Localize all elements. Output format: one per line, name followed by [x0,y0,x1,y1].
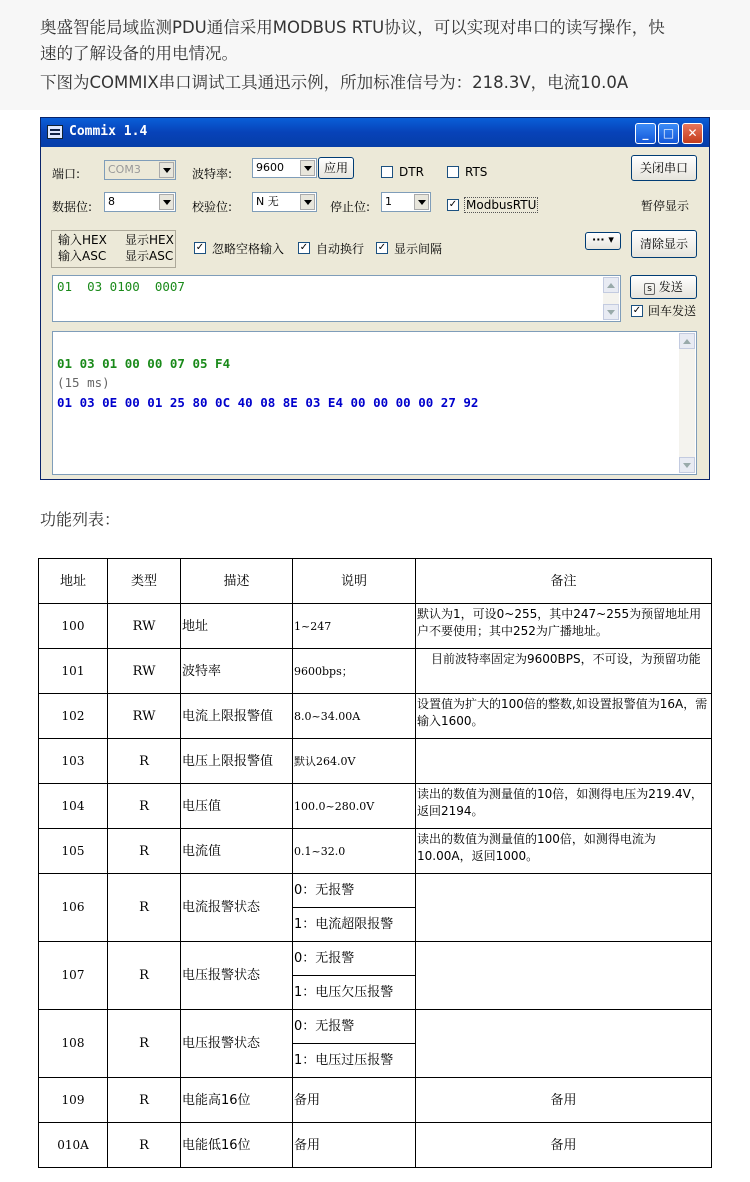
header-spec: 说明 [293,559,416,604]
cell-note [416,1010,712,1078]
cell-addr: 100 [39,604,108,649]
cell-desc: 电能低16位 [181,1123,293,1168]
cell-spec: 备用 [293,1123,416,1168]
table-row [39,874,712,908]
cell-spec: 1~247 [293,604,416,649]
parity-value: N 无 [256,195,279,208]
cell-type: RW [108,694,181,739]
show-interval-checkbox[interactable]: ✓ [377,242,387,253]
cell-desc: 电流上限报警值 [181,694,293,739]
cell-spec: 0：无报警 [293,1010,416,1044]
cell-spec-2: 1：电压欠压报警 [293,976,416,1010]
dtr-checkbox[interactable] [381,166,393,178]
commix-window [40,117,710,480]
cell-note: 读出的数值为测量值的10倍，如测得电压为219.4V，返回2194。 [416,784,712,829]
cr-send-label: 回车发送 [648,304,697,318]
input-asc-option[interactable]: 输入ASC [58,249,107,263]
databits-select[interactable] [104,192,176,212]
cell-note: 设置值为扩大的100倍的整数,如设置报警值为16A，需输入1600。 [416,694,712,739]
function-list-title: 功能列表： [40,510,121,529]
ignore-space-checkbox[interactable]: ✓ [195,242,205,253]
cell-type: R [108,1078,181,1123]
more-label: ··· [592,233,605,246]
cell-type: R [108,942,181,1010]
baud-label: 波特率: [192,167,233,181]
modbus-checkbox[interactable]: ✓ [448,199,458,210]
cell-note [416,874,712,942]
cell-addr: 105 [39,829,108,874]
stopbits-select[interactable] [381,192,431,212]
baud-value: 9600 [256,161,284,174]
chevron-down-icon [300,160,315,176]
minimize-button[interactable]: _ [635,123,656,144]
table-row [39,1078,712,1123]
port-value: COM3 [108,163,141,176]
cell-spec: 8.0~34.00A [293,694,416,739]
intro-line-2: 速的了解设备的用电情况。 [40,44,238,63]
receive-display[interactable] [52,331,697,475]
cell-type: RW [108,649,181,694]
cell-note [416,739,712,784]
table-row [39,784,712,829]
cell-type: R [108,784,181,829]
cell-addr: 107 [39,942,108,1010]
header-note: 备注 [416,559,712,604]
close-button[interactable]: ✕ [682,123,703,144]
recv-sent-line: 01 03 01 00 00 07 05 F4 [57,356,231,371]
cell-addr: 106 [39,874,108,942]
chevron-down-icon [159,194,174,210]
pause-display-button[interactable]: 暂停显示 [641,199,690,213]
receive-scrollbar[interactable] [679,333,695,473]
header-desc: 描述 [181,559,293,604]
caret-down-icon: ▾ [604,233,614,246]
baud-select[interactable] [252,158,317,178]
header-type: 类型 [108,559,181,604]
dtr-label: DTR [399,165,424,179]
recv-time-line: (15 ms) [57,375,110,390]
databits-value: 8 [108,195,115,208]
table-row [39,942,712,976]
modbus-label: ModbusRTU [466,198,537,212]
send-text: 01 03 0100 0007 [57,279,185,294]
display-hex-option[interactable]: 显示HEX [125,233,174,247]
send-button-label: 发送 [658,280,683,294]
cell-note: 目前波特率固定为9600BPS，不可设，为预留功能 [416,649,712,694]
cell-spec: 9600bps； [293,649,416,694]
parity-label: 校验位: [192,200,233,214]
chevron-down-icon [159,162,174,178]
cell-addr: 104 [39,784,108,829]
cell-desc: 电流值 [181,829,293,874]
table-row [39,1010,712,1044]
intro-section [0,0,750,110]
close-port-button[interactable]: 关闭串口 [631,155,697,181]
cell-type: R [108,829,181,874]
cell-desc: 电压值 [181,784,293,829]
scroll-up-icon[interactable] [679,333,695,349]
show-interval-label: 显示间隔 [394,242,443,256]
cell-type: R [108,1123,181,1168]
cell-spec: 备用 [293,1078,416,1123]
auto-wrap-label: 自动换行 [316,242,365,256]
table-row [39,604,712,649]
cell-desc: 波特率 [181,649,293,694]
scroll-up-icon[interactable] [603,277,619,293]
cell-spec-2: 1：电压过压报警 [293,1044,416,1078]
cell-addr: 109 [39,1078,108,1123]
table-row [39,739,712,784]
apply-button[interactable]: 应用 [318,157,354,179]
send-scrollbar[interactable] [603,277,619,320]
cell-addr: 102 [39,694,108,739]
cell-spec: 0：无报警 [293,874,416,908]
ignore-space-label: 忽略空格输入 [212,242,285,256]
cell-addr: 103 [39,739,108,784]
maximize-button[interactable]: □ [658,123,679,144]
cell-spec: 100.0~280.0V [293,784,416,829]
table-header-row [39,559,712,604]
table-row [39,649,712,694]
cell-spec: 0：无报警 [293,942,416,976]
display-asc-option[interactable]: 显示ASC [125,249,174,263]
cell-spec: 0.1~32.0 [293,829,416,874]
cell-note [416,942,712,1010]
cell-desc: 电压报警状态 [181,942,293,1010]
cell-desc: 电压报警状态 [181,1010,293,1078]
table-row [39,829,712,874]
stopbits-value: 1 [385,195,392,208]
auto-wrap-checkbox[interactable]: ✓ [299,242,309,253]
table-row [39,694,712,739]
scroll-down-icon[interactable] [679,457,695,473]
cell-note: 备用 [416,1078,712,1123]
header-addr: 地址 [39,559,108,604]
cell-note: 默认为1，可设0~255，其中247~255为预留地址用户不要使用；其中252为广播地址。 [416,604,712,649]
chevron-down-icon [414,194,429,210]
input-hex-option[interactable]: 输入HEX [58,233,107,247]
register-table [38,558,712,1168]
port-select[interactable] [104,160,176,180]
cell-addr: 101 [39,649,108,694]
cell-addr: 108 [39,1010,108,1078]
window-titlebar[interactable] [41,118,709,147]
cell-spec: 默认264.0V [293,739,416,784]
send-button[interactable] [630,275,697,299]
rts-label: RTS [465,165,488,179]
cell-addr: 010A [39,1123,108,1168]
port-label: 端口: [52,167,81,181]
cell-type: R [108,874,181,942]
clear-display-button[interactable]: 清除显示 [631,230,697,258]
databits-label: 数据位: [52,200,93,214]
scroll-down-icon[interactable] [603,304,619,320]
more-options-button[interactable] [585,232,621,250]
cr-send-checkbox[interactable]: ✓ [632,305,642,316]
window-title: Commix 1.4 [69,124,148,139]
keyboard-shortcut-badge: s [644,283,655,295]
cell-note: 备用 [416,1123,712,1168]
cell-desc: 电流报警状态 [181,874,293,942]
send-input[interactable] [52,275,621,322]
app-icon [47,125,63,139]
cell-desc: 电能高16位 [181,1078,293,1123]
recv-response-line: 01 03 0E 00 01 25 80 0C 40 08 8E 03 E4 00 00 00 00 27 92 [57,395,479,410]
table-row [39,1123,712,1168]
cell-type: RW [108,604,181,649]
stopbits-label: 停止位: [330,200,371,214]
cell-note: 读出的数值为测量值的100倍，如测得电流为10.00A，返回1000。 [416,829,712,874]
intro-line-1: 奥盛智能局域监测PDU通信采用MODBUS RTU协议，可以实现对串口的读写操作，快 [40,18,665,37]
cell-type: R [108,1010,181,1078]
cell-desc: 地址 [181,604,293,649]
rts-checkbox[interactable] [447,166,459,178]
cell-desc: 电压上限报警值 [181,739,293,784]
cell-spec-2: 1：电流超限报警 [293,908,416,942]
cell-type: R [108,739,181,784]
intro-line-3: 下图为COMMIX串口调试工具通迅示例，所加标准信号为：218.3V，电流10.0A [40,73,629,92]
parity-select[interactable] [252,192,317,212]
chevron-down-icon [300,194,315,210]
